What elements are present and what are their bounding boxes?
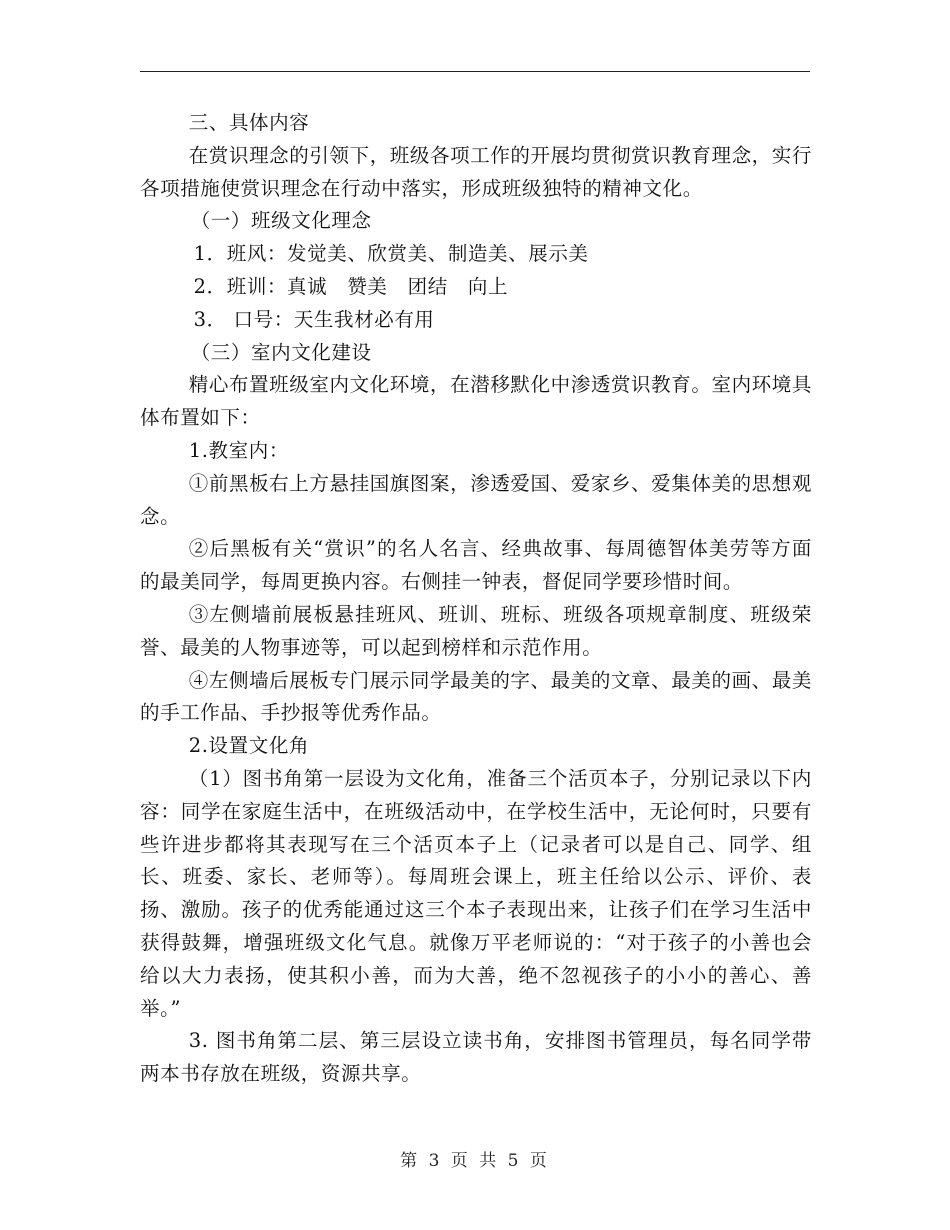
subsection-heading-class-culture: （一）班级文化理念 xyxy=(190,209,372,233)
intro-paragraph: 在赏识理念的引领下，班级各项工作的开展均贯彻赏识教育理念，实行各项措施使赏识理念在行动中落实，形成班级独特的精神文化。 xyxy=(140,143,812,200)
list-item-class-motto: 2．班训：真诚 赞美 团结 向上 xyxy=(193,274,509,298)
section-heading: 三、具体内容 xyxy=(188,111,310,134)
document-body xyxy=(140,107,812,1091)
header-rule xyxy=(140,71,810,72)
paragraph-indoor-environment: 精心布置班级室内文化环境，在潜移默化中渗透赏识教育。室内环境具体布置如下： xyxy=(140,373,812,430)
subsection-heading-indoor-culture: （三）室内文化建设 xyxy=(190,340,372,364)
paragraph-left-wall-back: ④左侧墙后展板专门展示同学最美的字、最美的文章、最美的画、最美的手工作品、手抄报等优秀作品。 xyxy=(140,668,812,725)
page-footer: 第 3 页 共 5 页 xyxy=(400,1151,550,1171)
paragraph-back-blackboard: ②后黑板有关“赏识”的名人名言、经典故事、每周德智体美劳等方面的最美同学，每周更换内容。右侧挂一钟表，督促同学要珍惜时间。 xyxy=(140,537,812,594)
paragraph-left-wall-front: ③左侧墙前展板悬挂班风、班训、班标、班级各项规章制度、班级荣誉、最美的人物事迹等，可以起到榜样和示范作用。 xyxy=(140,602,812,659)
paragraph-front-blackboard: ①前黑板右上方悬挂国旗图案，渗透爱国、爱家乡、爱集体美的思想观念。 xyxy=(140,471,812,528)
subheading-culture-corner: 2.设置文化角 xyxy=(188,734,310,758)
paragraph-book-corner-reading: 3. 图书角第二层、第三层设立读书角，安排图书管理员，每名同学带两本书存放在班级，资源共享。 xyxy=(140,1029,812,1086)
subheading-classroom: 1.教室内： xyxy=(188,438,289,462)
list-item-slogan: 3． 口号：天生我材必有用 xyxy=(193,307,435,331)
list-item-class-style: 1．班风：发觉美、欣赏美、制造美、展示美 xyxy=(193,242,589,266)
paragraph-book-corner-first-layer: （1）图书角第一层设为文化角，准备三个活页本子，分别记录以下内容：同学在家庭生活中，在班级活动中，在学校生活中，无论何时，只要有些许进步都将其表现写在三个活页本子上（记录者可以是自己、同学、组长、班委、家长、老师等）。每周班会课上，班主任给以公示、评价、表扬、激励。孩子的优秀能通过这三个本子表现出来，让孩子们在学习生活中获得鼓舞，增强班级文化气息。就像万平老师说的：“对于孩子的小善也会给以大力表扬，使其积小善，而为大善，绝不忽视孩子的小小的善心、善举。” xyxy=(140,766,812,1020)
